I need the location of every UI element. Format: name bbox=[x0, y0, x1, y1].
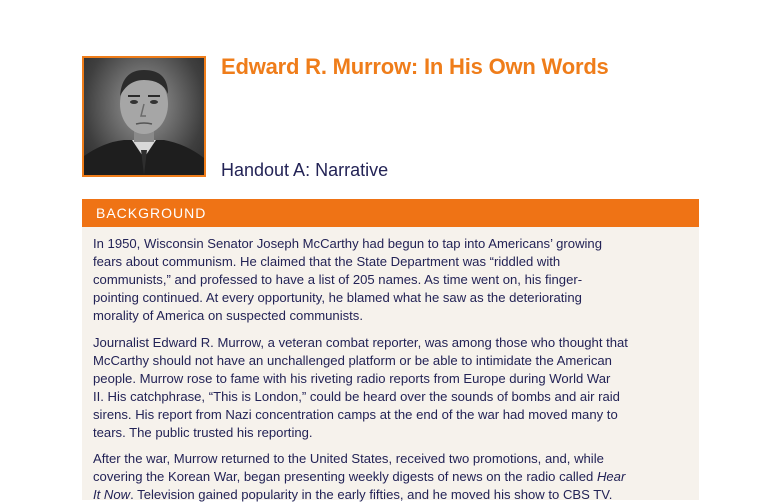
paragraph-line: communists,” and professed to have a list of 205 names. As time went on, his finger- bbox=[93, 272, 583, 287]
paragraph-line: morality of America on suspected communists. bbox=[93, 308, 363, 323]
section-header-bar bbox=[82, 199, 699, 227]
paragraph-line: After the war, Murrow returned to the United States, received two promotions, and, while bbox=[93, 451, 604, 466]
paragraph-line: fears about communism. He claimed that the State Department was “riddled with bbox=[93, 254, 561, 269]
paragraph-line: pointing continued. At every opportunity, he blamed what he saw as the deteriorating bbox=[93, 290, 582, 305]
portrait-image bbox=[84, 58, 204, 175]
paragraph-line: McCarthy should not have an unchallenged platform or be able to intimidate the American bbox=[93, 353, 612, 368]
show-title-italic: It Now bbox=[93, 487, 131, 502]
paragraph-1 bbox=[93, 235, 685, 325]
paragraph-line bbox=[93, 468, 685, 486]
portrait-photo bbox=[82, 56, 206, 177]
paragraph-text: covering the Korean War, began presenting weekly digests of news on the radio called bbox=[93, 469, 597, 484]
paragraph-line: Journalist Edward R. Murrow, a veteran combat reporter, was among those who thought that bbox=[93, 335, 628, 350]
show-title-italic: Hear bbox=[596, 469, 626, 484]
paragraph-line: II. His catchphrase, “This is London,” could be heard over the sounds of bombs and air raid bbox=[93, 389, 620, 404]
paragraph-line: sirens. His report from Nazi concentration camps at the end of the war had moved many to bbox=[93, 407, 618, 422]
paragraph-text: . Television gained popularity in the early fifties, and he moved his show to CBS TV. bbox=[130, 487, 613, 502]
paragraph-line bbox=[93, 486, 685, 504]
paragraph-line: tears. The public trusted his reporting. bbox=[93, 425, 313, 440]
page-title: Edward R. Murrow: In His Own Words bbox=[221, 54, 609, 79]
paragraph-2 bbox=[93, 334, 685, 442]
paragraph-3 bbox=[93, 450, 685, 504]
background-panel bbox=[82, 227, 699, 500]
section-label: BACKGROUND bbox=[96, 205, 207, 221]
paragraph-line: In 1950, Wisconsin Senator Joseph McCarthy had begun to tap into Americans’ growing bbox=[93, 236, 602, 251]
paragraph-line: people. Murrow rose to fame with his riveting radio reports from Europe during World War bbox=[93, 371, 611, 386]
handout-subtitle: Handout A: Narrative bbox=[221, 160, 389, 180]
